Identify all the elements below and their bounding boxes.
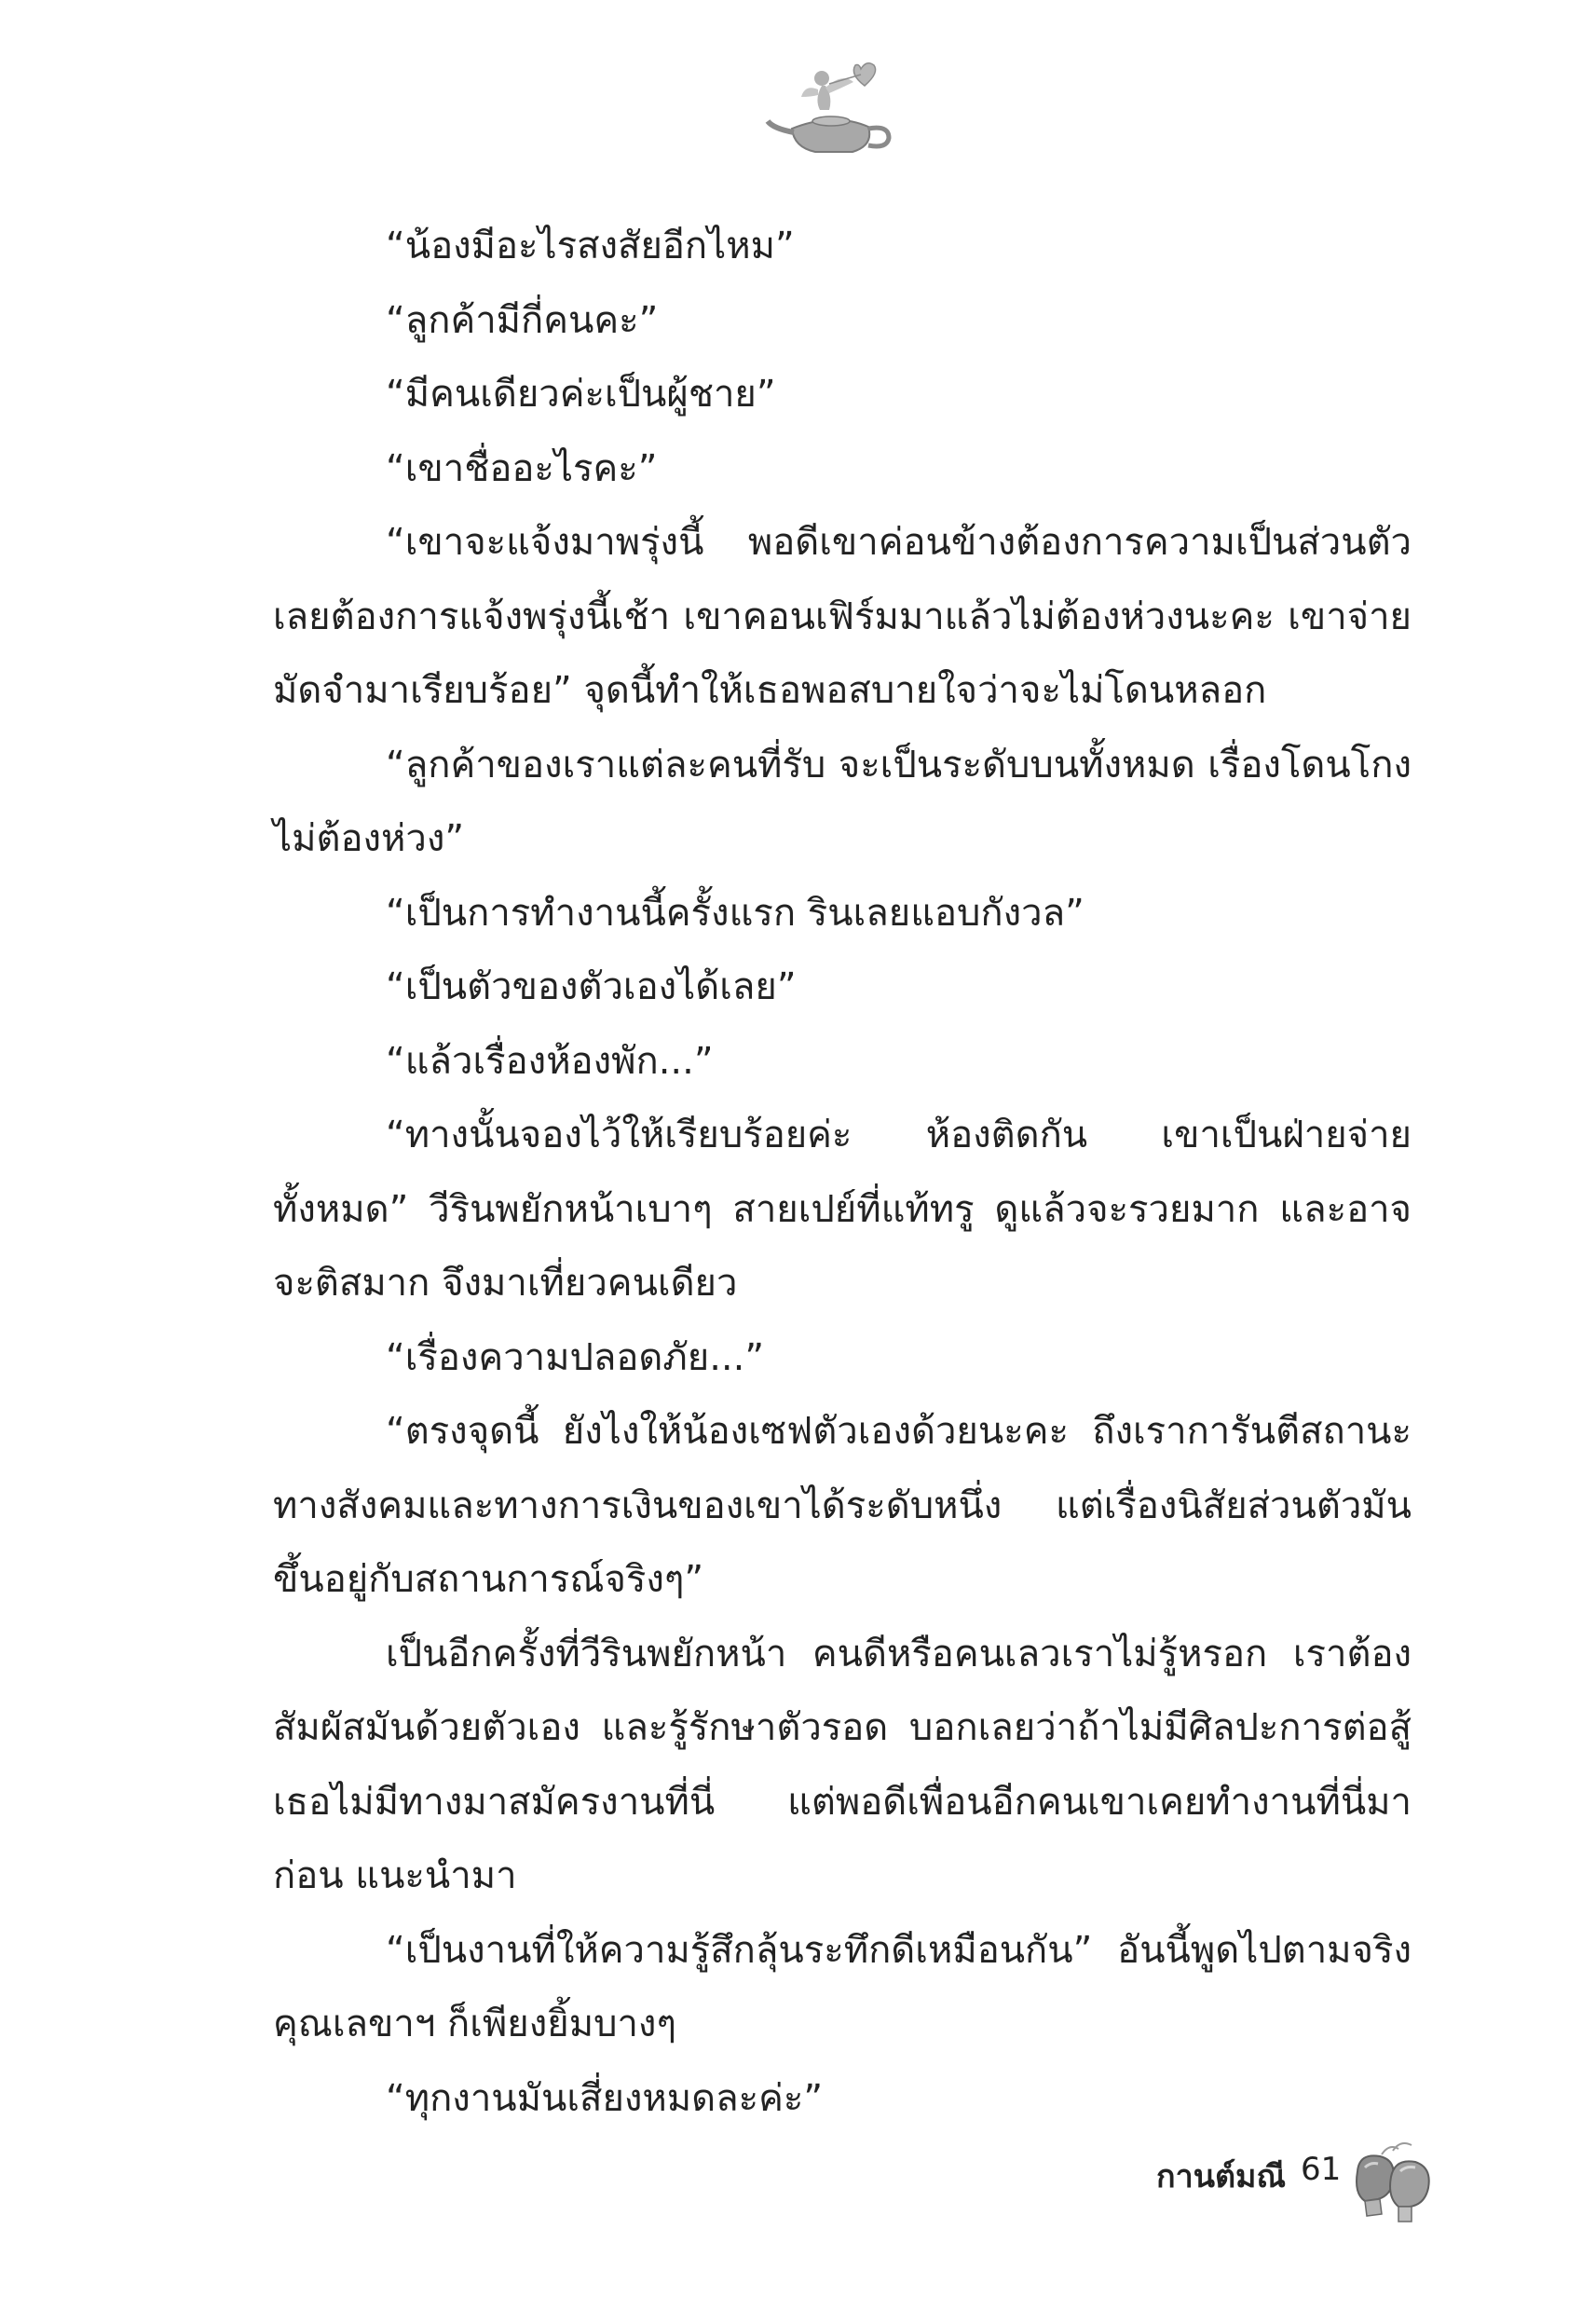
paragraph: “เรื่องความปลอดภัย...” [386, 1335, 765, 1379]
paragraph: “ลูกค้าของเราแต่ละคนที่รับ จะเป็นระดับบนทั้งหมด เรื่องโดนโกงไม่ต้องห่วง” [273, 743, 1412, 860]
chapter-text [273, 210, 1412, 2136]
paragraph: “น้องมีอะไรสงสัยอีกไหม” [386, 225, 795, 267]
paragraph: “เป็นตัวของตัวเองได้เลย” [386, 965, 797, 1008]
paragraph: “ทางนั้นจองไว้ให้เรียบร้อยค่ะ ห้องติดกัน เขาเป็นฝ่ายจ่ายทั้งหมด” วีรินพยักหน้าเบาๆ สายเปย์ที่แท้ทรู ดูแล้วจะรวยมาก และอาจจะติสมาก จึงมาเที่ยวคนเดียว [273, 1114, 1412, 1305]
paragraph: “ลูกค้ามีกี่คนคะ” [386, 298, 659, 342]
paragraph: “เขาชื่ออะไรคะ” [386, 446, 658, 490]
paragraph: “มีคนเดียวค่ะเป็นผู้ชาย” [386, 373, 776, 416]
cupid-teapot-ornament-icon [764, 56, 904, 158]
paragraph: “แล้วเรื่องห้องพัก...” [386, 1039, 714, 1083]
paragraph: “ทุกงานมันเสี่ยงหมดละค่ะ” [386, 2076, 824, 2120]
paragraph: “ตรงจุดนี้ ยังไงให้น้องเซฟตัวเองด้วยนะคะ ถึงเราการันตีสถานะทางสังคมและทางการเงินของเขาได้ระดับหนึ่ง แต่เรื่องนิสัยส่วนตัวมันขึ้นอยู่กับสถานการณ์จริงๆ” [273, 1410, 1412, 1601]
book-title: กานต์มณี [1156, 2158, 1286, 2195]
paragraph: “เป็นการทำงานนี้ครั้งแรก รินเลยแอบกังวล” [386, 891, 1084, 935]
paragraph: “เป็นงานที่ให้ความรู้สึกลุ้นระทึกดีเหมือนกัน” อันนี้พูดไปตามจริง คุณเลขาฯ ก็เพียงยิ้มบางๆ [273, 1928, 1412, 2045]
boxing-gloves-ornament-icon [1337, 2134, 1449, 2227]
page-number: 61 [1301, 2151, 1342, 2188]
paragraph: เป็นอีกครั้งที่วีรินพยักหน้า คนดีหรือคนเลวเราไม่รู้หรอก เราต้องสัมผัสมันด้วยตัวเอง และรู้รักษาตัวรอด บอกเลยว่าถ้าไม่มีศิลปะการต่อสู้เธอไม่มีทางมาสมัครงานที่นี่ แต่พอดีเพื่อนอีกคนเขาเคยทำงานที่นี่มาก่อน แนะนำมา [273, 1632, 1412, 1897]
paragraph: “เขาจะแจ้งมาพรุ่งนี้ พอดีเขาค่อนข้างต้องการความเป็นส่วนตัว เลยต้องการแจ้งพรุ่งนี้เช้า เขาคอนเฟิร์มมาแล้วไม่ต้องห่วงนะคะ เขาจ่ายมัดจำมาเรียบร้อย” จุดนี้ทำให้เธอพอสบายใจว่าจะไม่โดนหลอก [273, 521, 1412, 712]
page-footer [1081, 2134, 1453, 2236]
